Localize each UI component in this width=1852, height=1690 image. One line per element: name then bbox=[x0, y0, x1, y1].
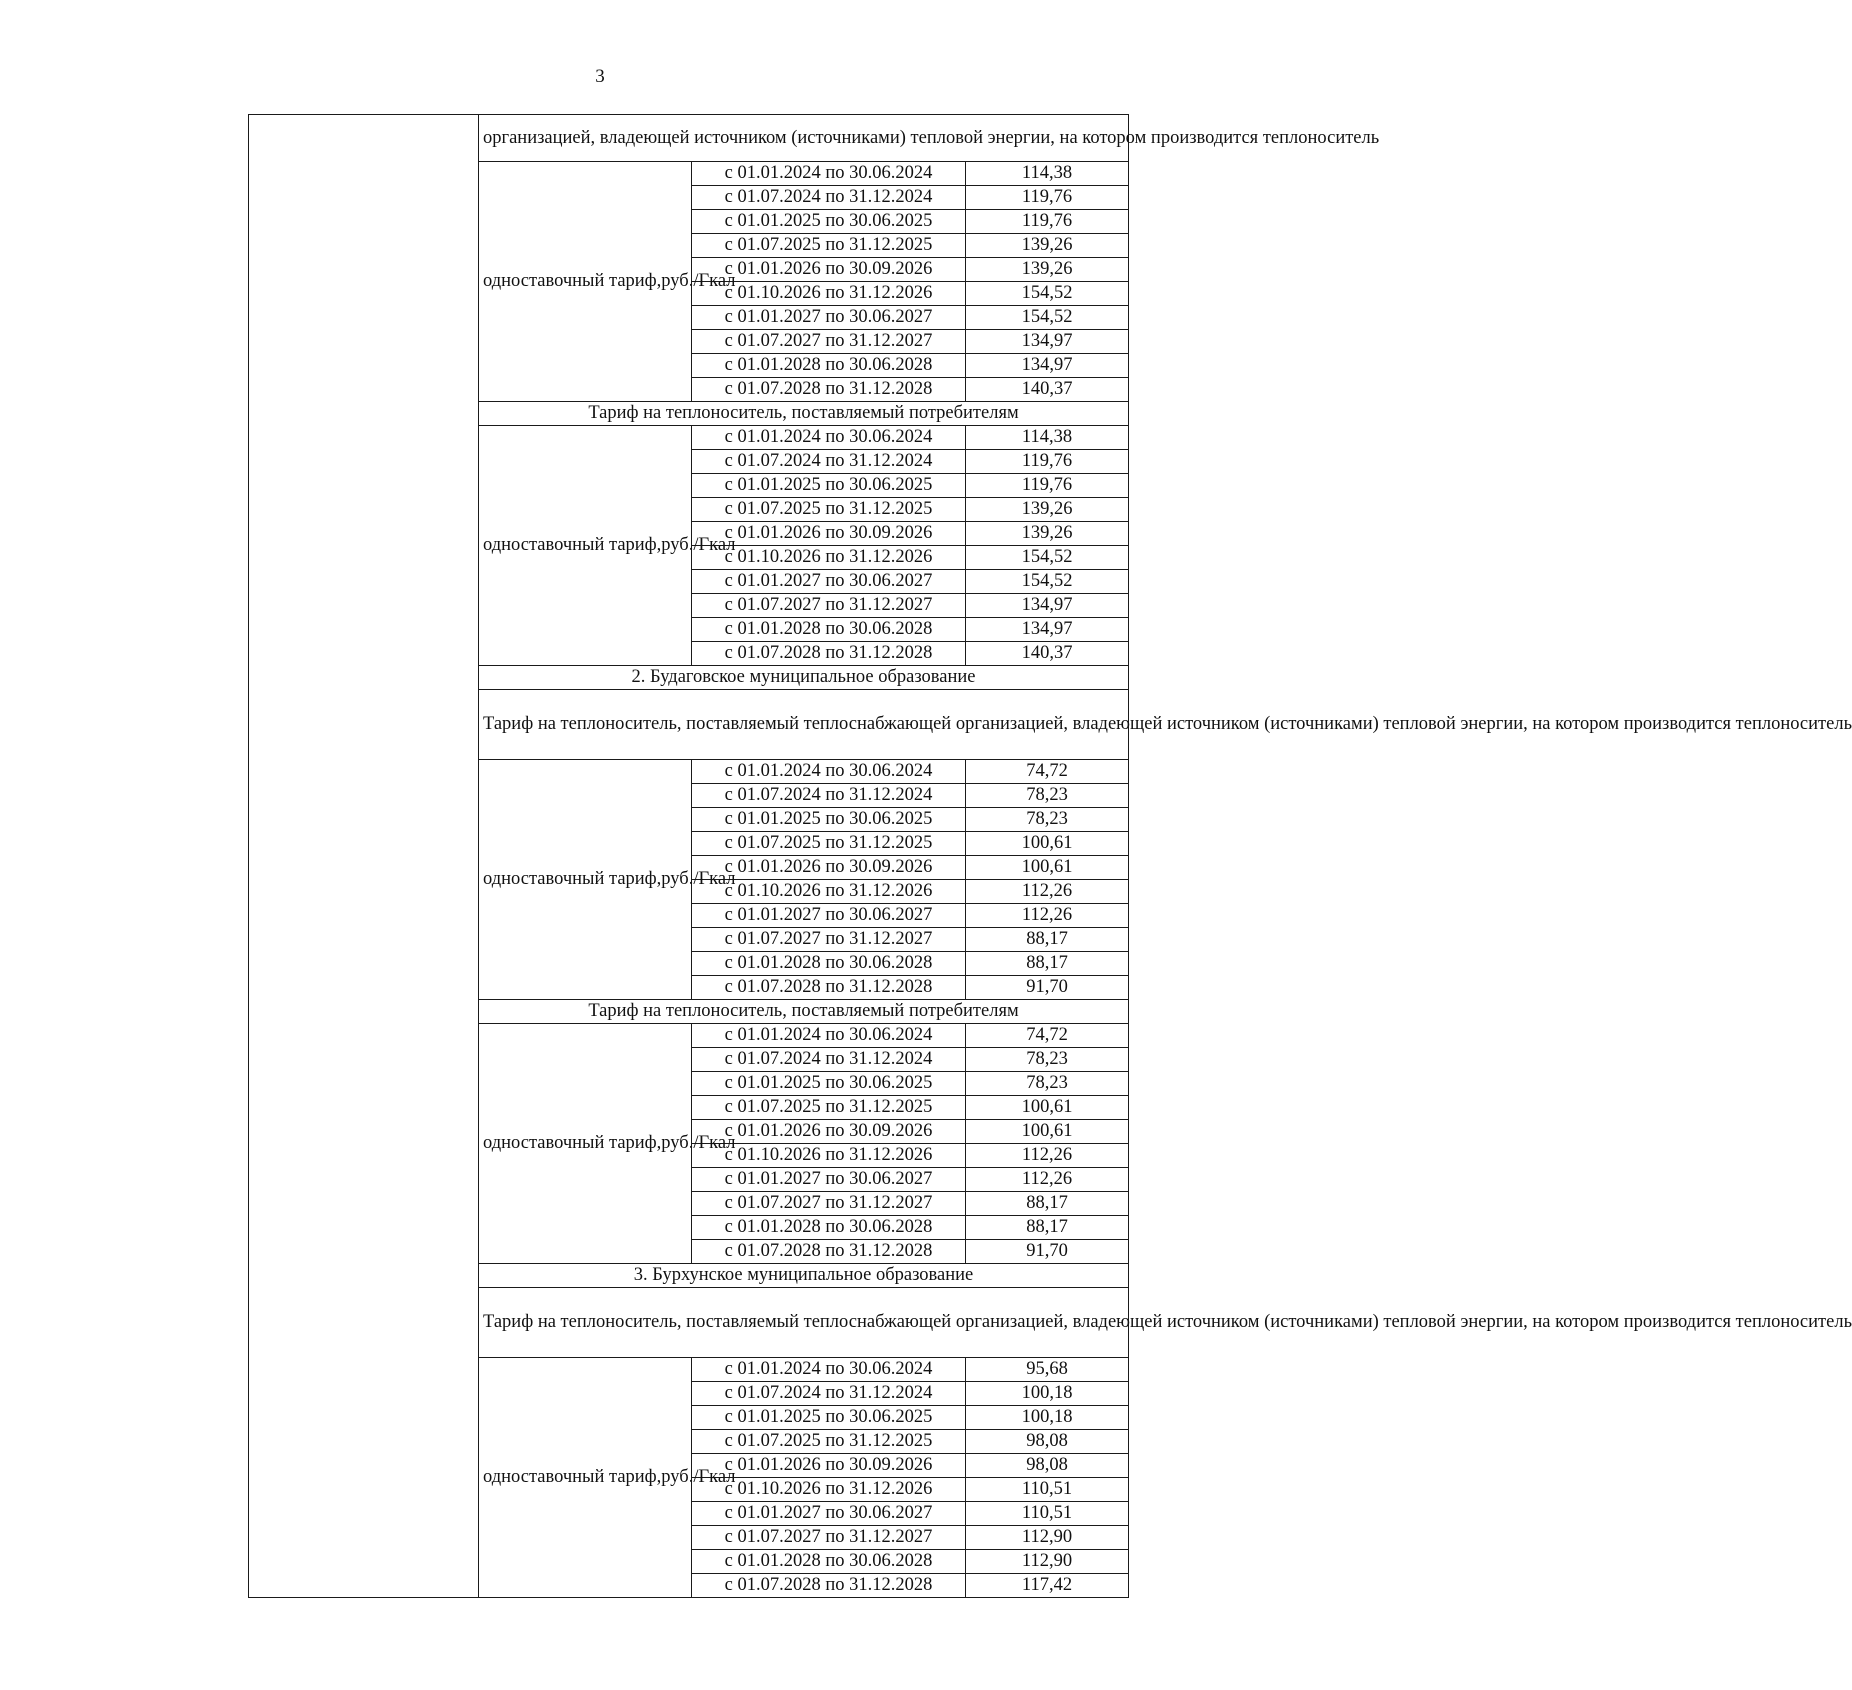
tariff-value-cell: 112,26 bbox=[966, 904, 1129, 928]
tariff-value-cell: 134,97 bbox=[966, 594, 1129, 618]
period-cell: с 01.07.2028 по 31.12.2028 bbox=[692, 1240, 966, 1264]
period-cell: с 01.07.2024 по 31.12.2024 bbox=[692, 1382, 966, 1406]
period-cell: с 01.01.2026 по 30.09.2026 bbox=[692, 522, 966, 546]
tariff-value-cell: 114,38 bbox=[966, 162, 1129, 186]
tariff-value-cell: 117,42 bbox=[966, 1574, 1129, 1598]
period-cell: с 01.01.2028 по 30.06.2028 bbox=[692, 952, 966, 976]
period-cell: с 01.07.2024 по 31.12.2024 bbox=[692, 784, 966, 808]
period-cell: с 01.01.2027 по 30.06.2027 bbox=[692, 306, 966, 330]
tariff-value-cell: 139,26 bbox=[966, 258, 1129, 282]
period-cell: с 01.01.2028 по 30.06.2028 bbox=[692, 618, 966, 642]
period-cell: с 01.01.2028 по 30.06.2028 bbox=[692, 1550, 966, 1574]
tariff-section-heading: Тариф на теплоноситель, поставляемый потребителям bbox=[479, 1000, 1129, 1024]
period-cell: с 01.01.2026 по 30.09.2026 bbox=[692, 856, 966, 880]
period-cell: с 01.07.2027 по 31.12.2027 bbox=[692, 1526, 966, 1550]
tariff-type-label: одноставочный тариф,руб./Гкал bbox=[479, 760, 692, 1000]
tariff-value-cell: 112,26 bbox=[966, 880, 1129, 904]
tariff-value-cell: 154,52 bbox=[966, 546, 1129, 570]
tariff-value-cell: 112,90 bbox=[966, 1550, 1129, 1574]
tariff-value-cell: 140,37 bbox=[966, 642, 1129, 666]
period-cell: с 01.07.2028 по 31.12.2028 bbox=[692, 1574, 966, 1598]
period-cell: с 01.07.2024 по 31.12.2024 bbox=[692, 450, 966, 474]
period-cell: с 01.01.2024 по 30.06.2024 bbox=[692, 760, 966, 784]
period-cell: с 01.10.2026 по 31.12.2026 bbox=[692, 282, 966, 306]
tariff-value-cell: 91,70 bbox=[966, 976, 1129, 1000]
period-cell: с 01.01.2028 по 30.06.2028 bbox=[692, 354, 966, 378]
tariff-value-cell: 100,18 bbox=[966, 1382, 1129, 1406]
tariff-type-label: одноставочный тариф,руб./Гкал bbox=[479, 1024, 692, 1264]
table-row bbox=[249, 115, 1129, 162]
tariff-value-cell: 139,26 bbox=[966, 498, 1129, 522]
tariff-value-cell: 139,26 bbox=[966, 522, 1129, 546]
period-cell: с 01.01.2028 по 30.06.2028 bbox=[692, 1216, 966, 1240]
tariff-type-label: одноставочный тариф,руб./Гкал bbox=[479, 426, 692, 666]
period-cell: с 01.07.2025 по 31.12.2025 bbox=[692, 1096, 966, 1120]
period-cell: с 01.10.2026 по 31.12.2026 bbox=[692, 1144, 966, 1168]
tariff-value-cell: 100,18 bbox=[966, 1406, 1129, 1430]
tariff-value-cell: 98,08 bbox=[966, 1430, 1129, 1454]
tariff-type-label: одноставочный тариф,руб./Гкал bbox=[479, 162, 692, 402]
period-cell: с 01.07.2028 по 31.12.2028 bbox=[692, 378, 966, 402]
tariff-value-cell: 154,52 bbox=[966, 306, 1129, 330]
tariff-value-cell: 74,72 bbox=[966, 760, 1129, 784]
period-cell: с 01.07.2025 по 31.12.2025 bbox=[692, 832, 966, 856]
period-cell: с 01.01.2027 по 30.06.2027 bbox=[692, 904, 966, 928]
period-cell: с 01.07.2027 по 31.12.2027 bbox=[692, 1192, 966, 1216]
period-cell: с 01.07.2028 по 31.12.2028 bbox=[692, 642, 966, 666]
tariff-value-cell: 110,51 bbox=[966, 1478, 1129, 1502]
tariff-value-cell: 91,70 bbox=[966, 1240, 1129, 1264]
period-cell: с 01.01.2024 по 30.06.2024 bbox=[692, 1358, 966, 1382]
period-cell: с 01.01.2026 по 30.09.2026 bbox=[692, 1454, 966, 1478]
period-cell: с 01.07.2025 по 31.12.2025 bbox=[692, 234, 966, 258]
period-cell: с 01.07.2028 по 31.12.2028 bbox=[692, 976, 966, 1000]
tariff-value-cell: 119,76 bbox=[966, 186, 1129, 210]
tariff-value-cell: 112,26 bbox=[966, 1168, 1129, 1192]
tariff-value-cell: 95,68 bbox=[966, 1358, 1129, 1382]
tariff-section-heading: организацией, владеющей источником (источниками) тепловой энергии, на котором производится теплоноситель bbox=[479, 115, 1129, 162]
tariff-value-cell: 100,61 bbox=[966, 1120, 1129, 1144]
tariff-value-cell: 119,76 bbox=[966, 474, 1129, 498]
tariff-table-body bbox=[249, 115, 1852, 1598]
period-cell: с 01.01.2025 по 30.06.2025 bbox=[692, 808, 966, 832]
period-cell: с 01.01.2026 по 30.09.2026 bbox=[692, 258, 966, 282]
municipality-heading: 3. Бурхунское муниципальное образование bbox=[479, 1264, 1129, 1288]
period-cell: с 01.07.2027 по 31.12.2027 bbox=[692, 594, 966, 618]
tariff-value-cell: 119,76 bbox=[966, 450, 1129, 474]
tariff-table bbox=[248, 114, 1852, 1598]
period-cell: с 01.07.2025 по 31.12.2025 bbox=[692, 498, 966, 522]
tariff-value-cell: 88,17 bbox=[966, 952, 1129, 976]
period-cell: с 01.10.2026 по 31.12.2026 bbox=[692, 880, 966, 904]
tariff-value-cell: 154,52 bbox=[966, 282, 1129, 306]
tariff-value-cell: 100,61 bbox=[966, 856, 1129, 880]
tariff-value-cell: 114,38 bbox=[966, 426, 1129, 450]
tariff-value-cell: 100,61 bbox=[966, 1096, 1129, 1120]
tariff-value-cell: 139,26 bbox=[966, 234, 1129, 258]
period-cell: с 01.01.2024 по 30.06.2024 bbox=[692, 162, 966, 186]
tariff-value-cell: 88,17 bbox=[966, 1192, 1129, 1216]
page-number: 3 bbox=[595, 66, 605, 87]
tariff-value-cell: 100,61 bbox=[966, 832, 1129, 856]
tariff-value-cell: 112,90 bbox=[966, 1526, 1129, 1550]
tariff-value-cell: 78,23 bbox=[966, 784, 1129, 808]
period-cell: с 01.07.2024 по 31.12.2024 bbox=[692, 1048, 966, 1072]
tariff-value-cell: 112,26 bbox=[966, 1144, 1129, 1168]
period-cell: с 01.07.2025 по 31.12.2025 bbox=[692, 1430, 966, 1454]
period-cell: с 01.07.2027 по 31.12.2027 bbox=[692, 330, 966, 354]
period-cell: с 01.01.2024 по 30.06.2024 bbox=[692, 426, 966, 450]
period-cell: с 01.01.2025 по 30.06.2025 bbox=[692, 1406, 966, 1430]
empty-first-column bbox=[249, 115, 479, 1598]
period-cell: с 01.01.2027 по 30.06.2027 bbox=[692, 1502, 966, 1526]
tariff-value-cell: 74,72 bbox=[966, 1024, 1129, 1048]
tariff-section-heading: Тариф на теплоноситель, поставляемый теплоснабжающей организацией, владеющей источником (источниками) тепловой энергии, на котором производится теплоноситель bbox=[479, 690, 1129, 760]
period-cell: с 01.01.2027 по 30.06.2027 bbox=[692, 570, 966, 594]
period-cell: с 01.01.2025 по 30.06.2025 bbox=[692, 1072, 966, 1096]
tariff-section-heading: Тариф на теплоноситель, поставляемый теплоснабжающей организацией, владеющей источником (источниками) тепловой энергии, на котором производится теплоноситель bbox=[479, 1288, 1129, 1358]
tariff-value-cell: 88,17 bbox=[966, 928, 1129, 952]
tariff-type-label: одноставочный тариф,руб./Гкал bbox=[479, 1358, 692, 1598]
tariff-value-cell: 88,17 bbox=[966, 1216, 1129, 1240]
period-cell: с 01.07.2024 по 31.12.2024 bbox=[692, 186, 966, 210]
tariff-value-cell: 78,23 bbox=[966, 808, 1129, 832]
municipality-heading: 2. Будаговское муниципальное образование bbox=[479, 666, 1129, 690]
period-cell: с 01.10.2026 по 31.12.2026 bbox=[692, 546, 966, 570]
tariff-value-cell: 140,37 bbox=[966, 378, 1129, 402]
tariff-value-cell: 78,23 bbox=[966, 1048, 1129, 1072]
period-cell: с 01.01.2026 по 30.09.2026 bbox=[692, 1120, 966, 1144]
tariff-value-cell: 110,51 bbox=[966, 1502, 1129, 1526]
tariff-value-cell: 78,23 bbox=[966, 1072, 1129, 1096]
period-cell: с 01.07.2027 по 31.12.2027 bbox=[692, 928, 966, 952]
period-cell: с 01.01.2024 по 30.06.2024 bbox=[692, 1024, 966, 1048]
period-cell: с 01.01.2025 по 30.06.2025 bbox=[692, 474, 966, 498]
period-cell: с 01.10.2026 по 31.12.2026 bbox=[692, 1478, 966, 1502]
tariff-section-heading: Тариф на теплоноситель, поставляемый потребителям bbox=[479, 402, 1129, 426]
tariff-value-cell: 98,08 bbox=[966, 1454, 1129, 1478]
tariff-value-cell: 134,97 bbox=[966, 618, 1129, 642]
period-cell: с 01.01.2027 по 30.06.2027 bbox=[692, 1168, 966, 1192]
tariff-value-cell: 119,76 bbox=[966, 210, 1129, 234]
period-cell: с 01.01.2025 по 30.06.2025 bbox=[692, 210, 966, 234]
tariff-value-cell: 154,52 bbox=[966, 570, 1129, 594]
tariff-value-cell: 134,97 bbox=[966, 330, 1129, 354]
tariff-value-cell: 134,97 bbox=[966, 354, 1129, 378]
